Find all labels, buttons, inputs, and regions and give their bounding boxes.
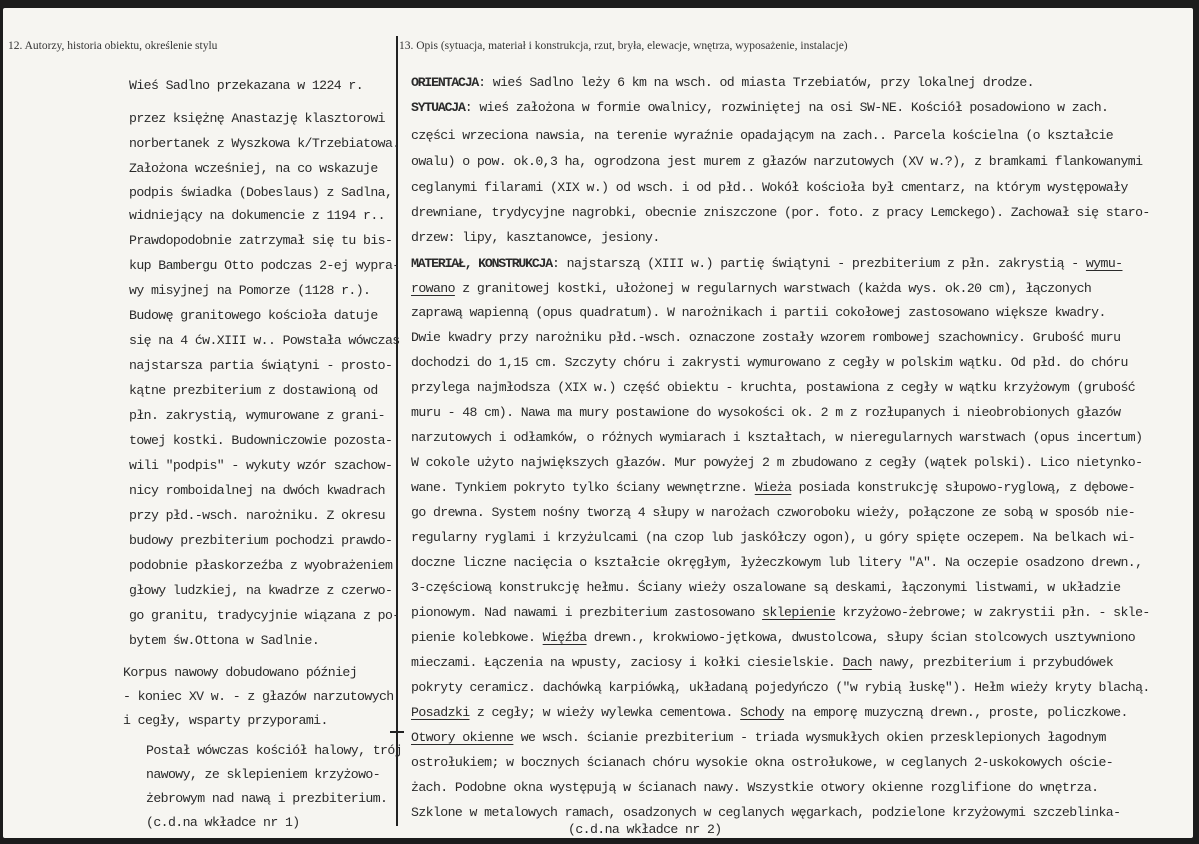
text-line bbox=[411, 281, 1091, 296]
text-line: przylega najmłodsza (XIX w.) część obiektu - kruchta, postawiona z cegły w wątku krzyżowym (grubość bbox=[411, 380, 1136, 395]
text-line: nicy romboidalnej na dwóch kwadrach bbox=[129, 483, 385, 498]
underlined-word: Posadzki bbox=[411, 705, 470, 720]
text-line: doczne liczne nacięcia o kształcie okręgłym, łyżeczkowym lub litery "A". Na oczepie osadzono drewn., bbox=[411, 555, 1143, 570]
text-line: Korpus nawowy dobudowano później bbox=[123, 665, 358, 680]
text-line: Budowę granitowego kościoła datuje bbox=[129, 308, 378, 323]
text-line: kątne prezbiterium z dostawioną od bbox=[129, 383, 378, 398]
text-line: Wieś Sadlno przekazana w 1224 r. bbox=[129, 78, 364, 93]
material-underlined: wymu- bbox=[1085, 256, 1123, 271]
text-span: na emporę muzyczną drewn., proste, policzkowe. bbox=[784, 705, 1128, 720]
text-line: budowy prezbiterium pochodzi prawdo- bbox=[129, 533, 393, 548]
material-text: : najstarszą (XIII w.) partię świątyni - prezbiterium z płn. zakrystią - bbox=[552, 256, 1086, 271]
text-line: pokryty ceramicz. dachówką karpiówką, układaną pojedyńczo ("w rybią łuskę"). Hełm wieży kryty blachą. bbox=[411, 680, 1150, 695]
text-span: pienie kolebkowe. bbox=[411, 630, 543, 645]
text-line: ceglanymi filarami (XIX w.) od wsch. i od płd.. Wokół kościoła był cmentarz, na którym występowały bbox=[411, 180, 1128, 195]
text-line: norbertanek z Wyszkowa k/Trzebiatowa. bbox=[129, 136, 400, 151]
text-line: muru - 48 cm). Nawa ma mury postawione do wysokości ok. 2 m z rozłupanych i nieobrobionych głazów bbox=[411, 405, 1121, 420]
text-line: Dwie kwadry przy narożniku płd.-wsch. oznaczone zostały wzorem rombowej szachownicy. Grubość muru bbox=[411, 330, 1121, 345]
text-span: mieczami. Łączenia na wpusty, zaciosy i kołki ciesielskie. bbox=[411, 655, 843, 670]
text-line: Szklone w metalowych ramach, osadzonych w ceglanych węgarkach, podzielone krzyżowymi szczeblinka- bbox=[411, 805, 1121, 820]
text-line: Prawdopodobnie zatrzymał się tu bis- bbox=[129, 233, 393, 248]
text-line: najstarsza partia świątyni - prosto- bbox=[129, 358, 393, 373]
sytuacja-label: SYTUACJA bbox=[411, 100, 465, 115]
text-line: owalu) o pow. ok.0,3 ha, ogrodzona jest murem z głazów narzutowych (XV w.?), z bramkami flankowanymi bbox=[411, 154, 1143, 169]
text-span: z granitowej kostki, ułożonej w regularnych warstwach (każda wys. ok.20 cm), łączonych bbox=[454, 281, 1092, 296]
text-line: głowy ludzkiej, na kwadrze z czerwo- bbox=[129, 583, 393, 598]
text-span: krzyżowo-żebrowe; w zakrystii płn. - skle- bbox=[835, 605, 1150, 620]
wieza-line bbox=[411, 480, 1135, 495]
material-label: MATERIAŁ, KONSTRUKCJA bbox=[411, 256, 552, 271]
orientacja-line bbox=[411, 75, 1034, 90]
document-sheet bbox=[3, 8, 1193, 838]
text-span: drewn., krokwiowo-jętkowa, dwustolcowa, słupy ścian stolcowych usztywniono bbox=[586, 630, 1136, 645]
right-column-heading: 13. Opis (sytuacja, materiał i konstrukcja, rzut, bryła, elewacje, wnętrza, wyposażenie, instalacje) bbox=[399, 40, 848, 52]
text-line: 3-częściową konstrukcję hełmu. Ściany wieży oszalowane są deskami, łączonymi listwami, w układzie bbox=[411, 580, 1121, 595]
text-line: nawowy, ze sklepieniem krzyżowo- bbox=[146, 767, 381, 782]
text-line: się na 4 ćw.XIII w.. Powstała wówczas bbox=[129, 333, 400, 348]
posadzki-line bbox=[411, 705, 1128, 720]
text-line: Postał wówczas kościół halowy, trój bbox=[146, 743, 402, 758]
dach-line bbox=[411, 655, 1113, 670]
sytuacja-line bbox=[411, 100, 1108, 115]
text-line: żebrowym nad nawą i prezbiterium. bbox=[146, 791, 388, 806]
text-span: pionowym. Nad nawami i prezbiterium zastosowano bbox=[411, 605, 763, 620]
sytuacja-text: : wieś założona w formie owalnicy, rozwiniętej na osi SW-NE. Kościół posadowiono w zach. bbox=[464, 100, 1109, 115]
text-line: narzutowych i odłamków, o różnych wymiarach i kształtach, w nieregularnych warstwach (opus incertum) bbox=[411, 430, 1143, 445]
sklepienie-line bbox=[411, 605, 1150, 620]
underlined-word: Otwory okienne bbox=[411, 730, 514, 745]
text-line: widniejący na dokumencie z 1194 r.. bbox=[129, 208, 385, 223]
text-line: podpis świadka (Dobeslaus) z Sadlna, bbox=[129, 185, 393, 200]
underlined-word: sklepienie bbox=[762, 605, 836, 620]
text-line: dochodzi do 1,15 cm. Szczyty chóru i zakrysti wymurowano z cegły w polskim wątku. Od płd. do chóru bbox=[411, 355, 1128, 370]
text-line: drewniane, trydycyjne nagrobki, obecnie zniszczone (por. foto. z pracy Lemckego). Zachował się staro- bbox=[411, 205, 1150, 220]
underlined-word: Schody bbox=[740, 705, 785, 720]
text-line: drzew: lipy, kasztanowce, jesiony. bbox=[411, 230, 660, 245]
underlined-word: Dach bbox=[842, 655, 872, 670]
wiezba-line bbox=[411, 630, 1135, 645]
text-line: go granitu, tradycyjnie wiązana z po- bbox=[129, 608, 400, 623]
text-span: posiada konstrukcję słupowo-ryglową, z dębowe- bbox=[791, 480, 1136, 495]
text-line: W cokole użyto największych głazów. Mur powyżej 2 m zbudowano z cegły (wątek polski). Lico nietynko- bbox=[411, 455, 1143, 470]
text-span: z cegły; w wieży wylewka cementowa. bbox=[469, 705, 741, 720]
text-line: żach. Podobne okna występują w ścianach nawy. Wszystkie otwory okienne rozglifione do wnętrza. bbox=[411, 780, 1099, 795]
text-line: towej kostki. Budowniczowie pozosta- bbox=[129, 433, 393, 448]
text-line: zaprawą wapienną (opus quadratum). W narożnikach i partii cokołowej zastosowano większe kwadry. bbox=[411, 305, 1106, 320]
text-line: regularny ryglami i krzyżulcami (na czop lub jaskółczy ogon), u góry spięte oczepem. Na belkach wi- bbox=[411, 530, 1136, 545]
text-line: - koniec XV w. - z głazów narzutowych bbox=[123, 689, 394, 704]
text-line: wy misyjnej na Pomorze (1128 r.). bbox=[129, 283, 371, 298]
text-line: go drewna. System nośny tworzą 4 słupy w narożach czworoboku wieży, połączone ze sobą w sposób nie- bbox=[411, 505, 1136, 520]
text-line: płn. zakrystią, wymurowane z grani- bbox=[129, 408, 385, 423]
text-line: i cegły, wsparty przyporami. bbox=[123, 713, 328, 728]
orientacja-text: : wieś Sadlno leży 6 km na wsch. od miasta Trzebiatów, przy lokalnej drodze. bbox=[478, 75, 1034, 90]
text-line: bytem św.Ottona w Sadlnie. bbox=[129, 633, 320, 648]
text-line: przy płd.-wsch. narożniku. Z okresu bbox=[129, 508, 385, 523]
text-line: kup Bambergu Otto podczas 2-ej wypra- bbox=[129, 258, 400, 273]
material-line bbox=[411, 256, 1123, 271]
continuation-note: (c.d.na wkładce nr 1) bbox=[146, 815, 300, 830]
text-line: Założona wcześniej, na co wskazuje bbox=[129, 161, 378, 176]
text-span: we wsch. ścianie prezbiterium - triada wysmukłych okien przesklepionych łagodnym bbox=[513, 730, 1106, 745]
text-line: ostrołukiem; w bocznych ścianach chóru wysokie okna ostrołukowe, w ceglanych 2-uskokowych oście- bbox=[411, 755, 1114, 770]
text-line: przez księżnę Anastazję klasztorowi bbox=[129, 111, 385, 126]
text-span: wane. Tynkiem pokryto tylko ściany wewnętrzne. bbox=[411, 480, 755, 495]
underlined-word: Więźba bbox=[542, 630, 587, 645]
divider-tick bbox=[390, 731, 404, 733]
text-line: części wrzeciona nawsia, na terenie wyraźnie opadającym na zach.. Parcela kościelna (o kształcie bbox=[411, 128, 1114, 143]
continuation-note: (c.d.na wkładce nr 2) bbox=[568, 822, 722, 837]
underlined-word: Wieża bbox=[754, 480, 792, 495]
text-line: podobnie płaskorzeźba z wyobrażeniem bbox=[129, 558, 393, 573]
text-line: wili "podpis" - wykuty wzór szachow- bbox=[129, 458, 393, 473]
text-span: nawy, prezbiterium i przybudówek bbox=[871, 655, 1114, 670]
column-divider bbox=[396, 36, 398, 826]
underlined-word: rowano bbox=[411, 281, 455, 296]
otwory-line bbox=[411, 730, 1106, 745]
orientacja-label: ORIENTACJA bbox=[411, 75, 479, 90]
left-column-heading: 12. Autorzy, historia obiektu, określenie stylu bbox=[8, 40, 218, 52]
